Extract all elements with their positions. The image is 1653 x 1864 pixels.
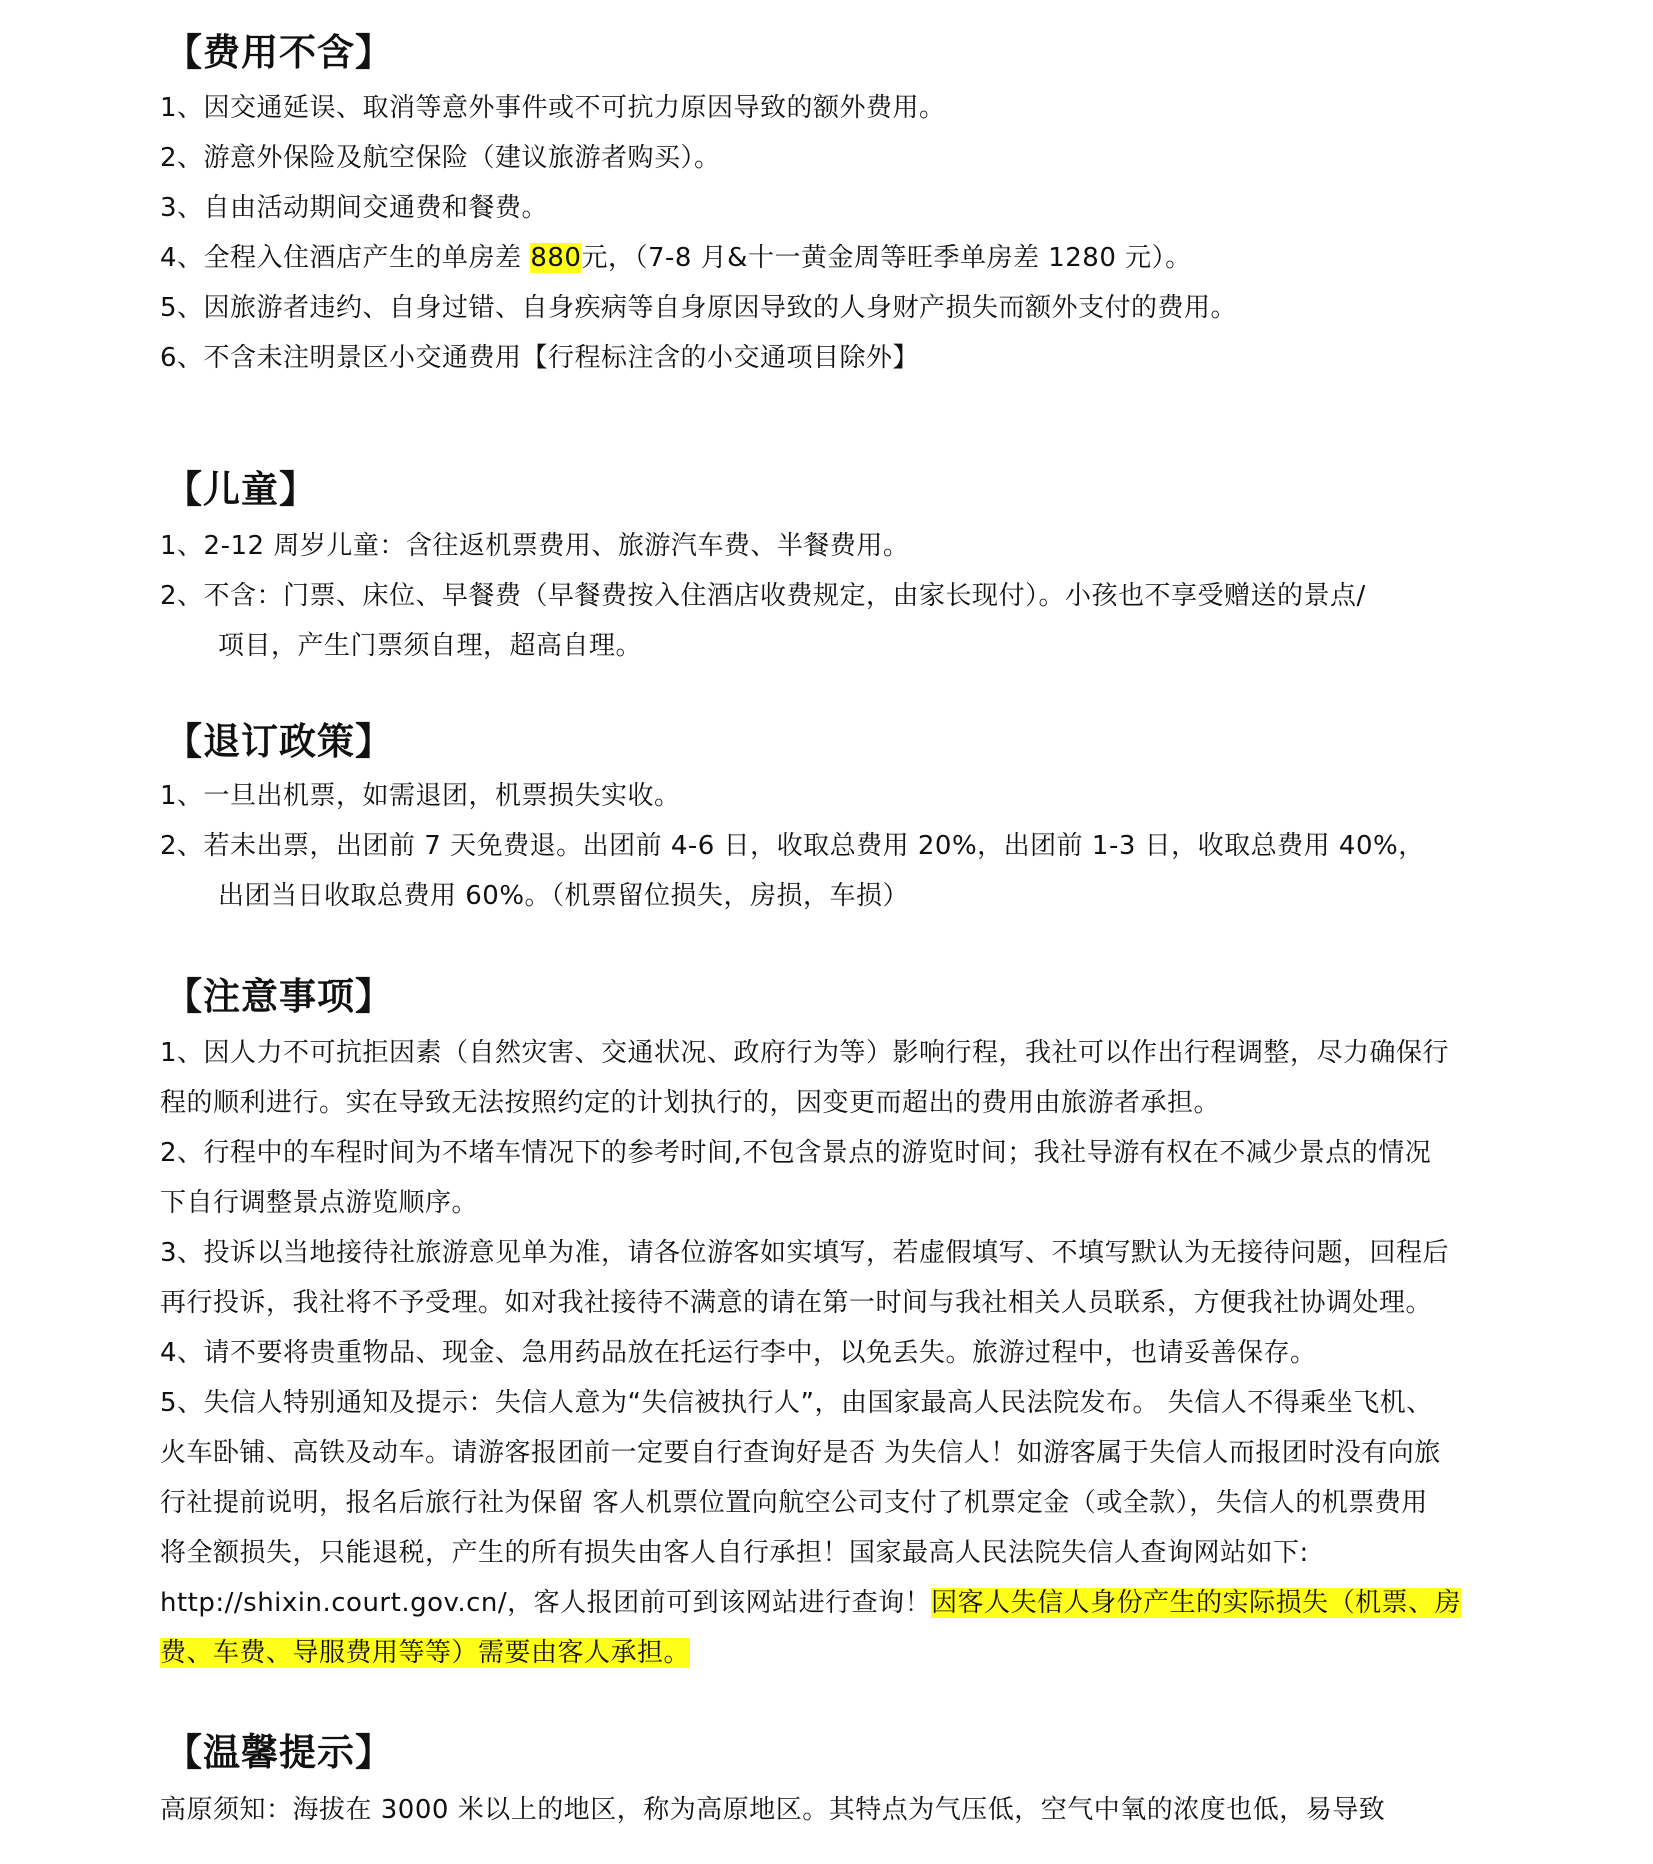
- notes-item-5-line-2: 火车卧铺、高铁及动车。请游客报团前一定要自行查询好是否 为失信人！如游客属于失信人而报团时没有向旅: [160, 1438, 1441, 1468]
- section-heading-fees-excluded: 【费用不含】: [165, 31, 393, 74]
- fees-excluded-item-2: 2、游意外保险及航空保险（建议旅游者购买）。: [160, 143, 721, 173]
- notes-item-2-line-2: 下自行调整景点游览顺序。: [160, 1188, 479, 1218]
- notes-item-2-line-1: 2、行程中的车程时间为不堵车情况下的参考时间,不包含景点的游览时间；我社导游有权在不减少景点的情况: [160, 1138, 1432, 1168]
- fees-excluded-item-4-text: 4、全程入住酒店产生的单房差: [160, 243, 522, 273]
- notes-item-5-line-1: 5、失信人特别通知及提示：失信人意为“失信被执行人”，由国家最高人民法院发布。 失信人不得乘坐飞机、: [160, 1388, 1433, 1418]
- refund-policy-item-2-line-2: 出团当日收取总费用 60%。（机票留位损失，房损，车损）: [218, 881, 910, 911]
- children-item-1: 1、2-12 周岁儿童：含往返机票费用、旅游汽车费、半餐费用。: [160, 531, 910, 561]
- children-item-2-line-2: 项目，产生门票须自理，超高自理。: [218, 631, 643, 661]
- notes-item-3-line-1: 3、投诉以当地接待社旅游意见单为准，请各位游客如实填写，若虚假填写、不填写默认为无接待问题，回程后: [160, 1238, 1450, 1268]
- notes-item-5-line-6: [160, 1635, 690, 1671]
- notes-item-5-line-3: 行社提前说明，报名后旅行社为保留 客人机票位置向航空公司支付了机票定金（或全款），失信人的机票费用: [160, 1488, 1428, 1518]
- single-room-price-highlight: 880: [530, 243, 582, 273]
- fees-excluded-item-6: 6、不含未注明景区小交通费用【行程标注含的小交通项目除外】: [160, 343, 920, 373]
- court-website-text: http://shixin.court.gov.cn/，客人报团前可到该网站进行查询！: [160, 1588, 932, 1618]
- notes-item-5-line-5: [160, 1585, 1461, 1621]
- section-heading-refund-policy: 【退订政策】: [165, 720, 393, 763]
- fees-excluded-item-4-rest: 元，（7-8 月&十一黄金周等旺季单房差 1280 元）。: [581, 243, 1192, 273]
- notes-item-1-line-1: 1、因人力不可抗拒因素（自然灾害、交通状况、政府行为等）影响行程，我社可以作出行程调整，尽力确保行: [160, 1038, 1450, 1068]
- refund-policy-item-2-line-1: 2、若未出票，出团前 7 天免费退。出团前 4-6 日，收取总费用 20%，出团前 1-3 日，收取总费用 40%，: [160, 831, 1425, 861]
- notes-item-3-line-2: 再行投诉，我社将不予受理。如对我社接待不满意的请在第一时间与我社相关人员联系，方便我社协调处理。: [160, 1288, 1433, 1318]
- section-heading-notes: 【注意事项】: [165, 975, 393, 1018]
- notes-item-5-line-4: 将全额损失，只能退税，产生的所有损失由客人自行承担！国家最高人民法院失信人查询网站如下:: [160, 1538, 1309, 1568]
- refund-policy-item-1: 1、一旦出机票，如需退团，机票损失实收。: [160, 781, 681, 811]
- fees-excluded-item-1: 1、因交通延误、取消等意外事件或不可抗力原因导致的额外费用。: [160, 93, 946, 123]
- fees-excluded-item-4: [160, 240, 1192, 276]
- notes-item-4: 4、请不要将贵重物品、现金、急用药品放在托运行李中，以免丢失。旅游过程中，也请妥善保存。: [160, 1338, 1317, 1368]
- tips-item-1: 高原须知：海拔在 3000 米以上的地区，称为高原地区。其特点为气压低，空气中氧的浓度也低，易导致: [160, 1795, 1386, 1825]
- notes-item-1-line-2: 程的顺利进行。实在导致无法按照约定的计划执行的，因变更而超出的费用由旅游者承担。: [160, 1088, 1221, 1118]
- fees-excluded-item-3: 3、自由活动期间交通费和餐费。: [160, 193, 549, 223]
- loss-notice-highlight-1: 因客人失信人身份产生的实际损失（机票、房: [931, 1588, 1462, 1618]
- fees-excluded-item-5: 5、因旅游者违约、自身过错、自身疾病等自身原因导致的人身财产损失而额外支付的费用。: [160, 293, 1238, 323]
- children-item-2-line-1: 2、不含：门票、床位、早餐费（早餐费按入住酒店收费规定，由家长现付）。小孩也不享受赠送的景点/: [160, 581, 1366, 611]
- section-heading-children: 【儿童】: [165, 468, 317, 511]
- loss-notice-highlight-2: 费、车费、导服费用等等）需要由客人承担。: [160, 1638, 691, 1668]
- section-heading-tips: 【温馨提示】: [165, 1731, 393, 1774]
